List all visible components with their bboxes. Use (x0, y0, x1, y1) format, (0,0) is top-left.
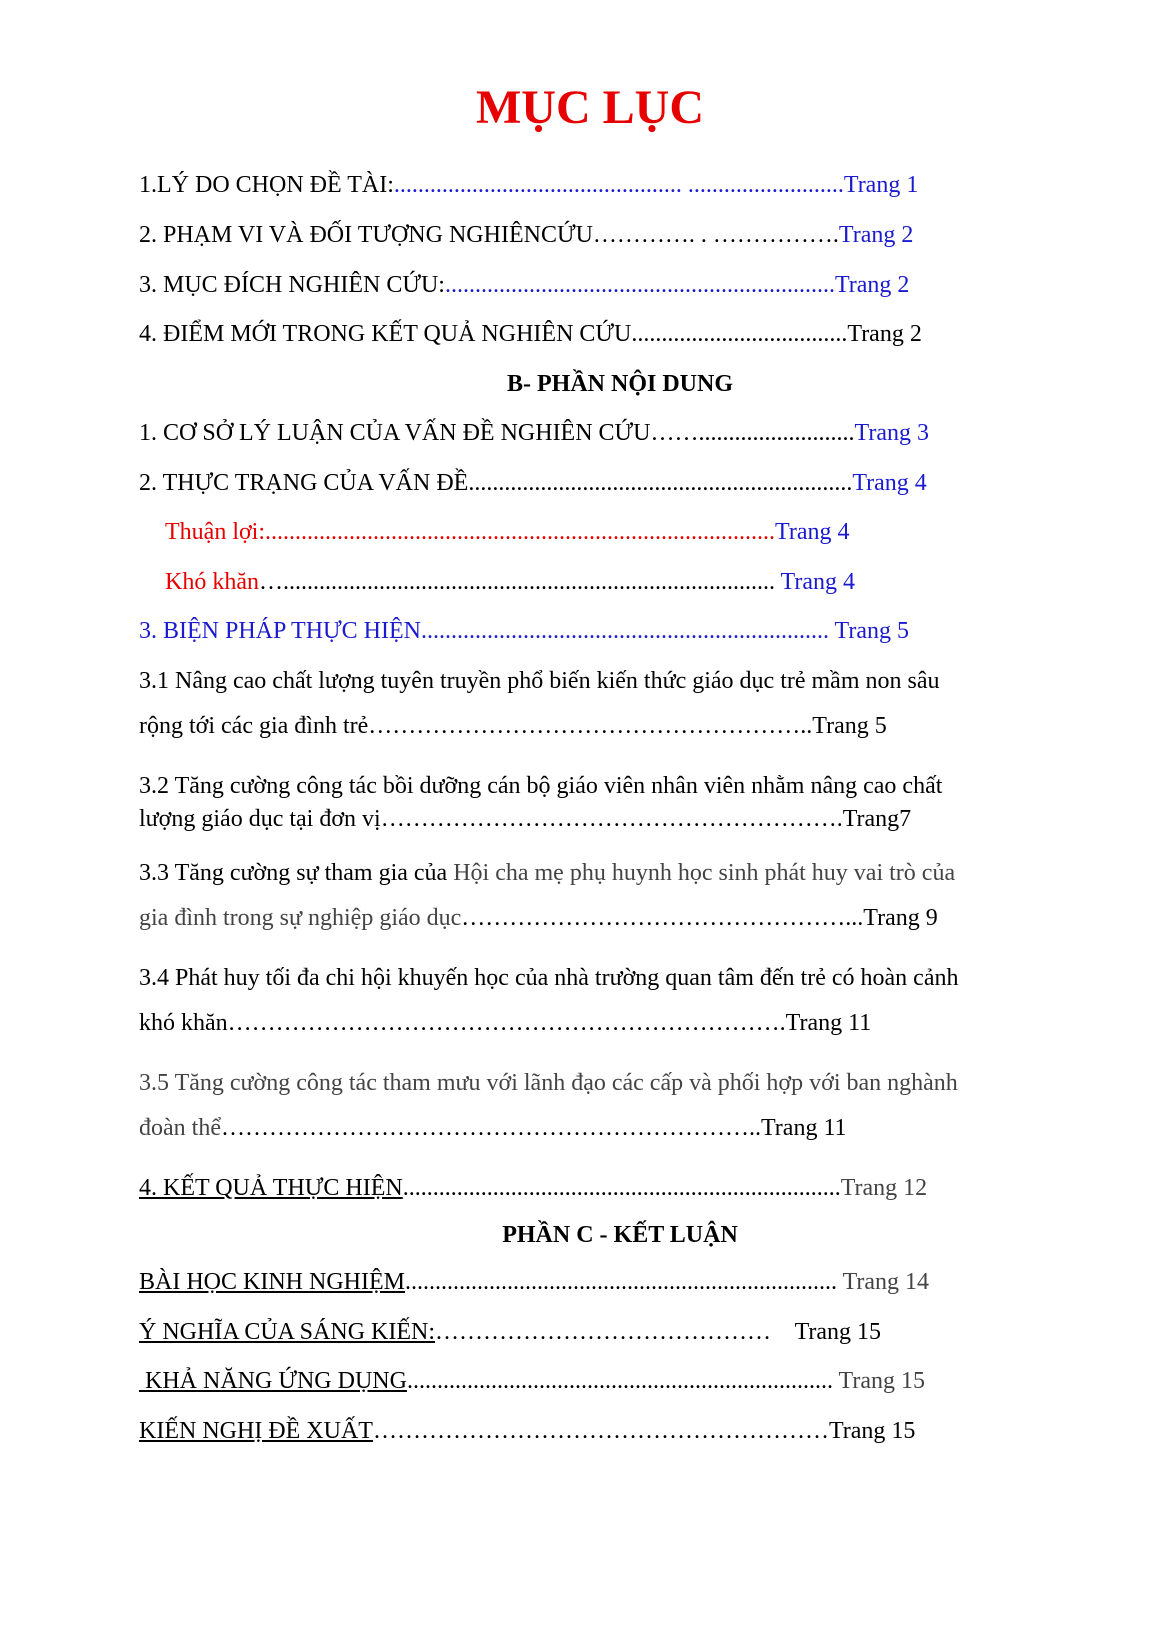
toc-entry-label: khó khăn (139, 1010, 228, 1036)
toc-entry-line[interactable] (139, 901, 938, 935)
toc-entry-line[interactable] (139, 709, 887, 743)
toc-entry-label: 3.1 Nâng cao chất lượng tuyên truyền phổ biến kiến thức giáo dục trẻ mầm non sâu (139, 668, 940, 694)
toc-leader: ................................................................. (444, 272, 835, 298)
toc-entry-label: Khó khăn (165, 569, 259, 595)
toc-entry-label: 3.5 Tăng cường công tác tham mưu với lãnh đạo các cấp và phối hợp với ban nghành (139, 1070, 958, 1096)
toc-entry[interactable] (139, 466, 927, 500)
toc-page: Trang 11 (785, 1010, 872, 1036)
toc-entry-label: KIẾN NGHỊ ĐỀ XUẤT (139, 1418, 373, 1444)
toc-entry-label: 1.LÝ DO CHỌN ĐỀ TÀI: (139, 172, 394, 198)
toc-leader: ……………………………………………….. (368, 713, 813, 739)
toc-entry-label: BÀI HỌC KINH NGHIỆM (139, 1269, 405, 1295)
toc-entry[interactable] (139, 268, 909, 302)
toc-leader: ………………………………………………… (372, 1418, 829, 1444)
toc-page: Trang 5 (812, 713, 887, 739)
toc-entry-label: 2. PHẠM VI VÀ ĐỐI TƯỢNG NGHIÊNCỨU (139, 222, 593, 248)
toc-entry[interactable] (139, 168, 918, 202)
toc-page: Trang 3 (854, 420, 929, 446)
toc-page: Trang 1 (843, 172, 919, 198)
toc-entry-line[interactable] (139, 769, 942, 803)
toc-leader: ……………………………………………………………. (227, 1010, 786, 1036)
toc-page: Trang 2 (838, 222, 914, 248)
toc-leader: …………………………………………... (461, 905, 864, 931)
toc-entry[interactable] (139, 614, 909, 648)
toc-entry[interactable] (139, 1265, 929, 1299)
toc-entry-line[interactable] (139, 1066, 958, 1100)
toc-entry-label: Thuận lợi: (165, 519, 266, 545)
toc-page: Trang 4 (774, 569, 856, 595)
toc-entry[interactable] (139, 1315, 881, 1349)
toc-page: Trang 11 (760, 1115, 847, 1141)
toc-leader: ….................................................................................. (258, 569, 775, 595)
toc-entry-line[interactable] (139, 856, 955, 890)
toc-subentry[interactable] (165, 565, 855, 599)
toc-entry-line[interactable] (139, 802, 911, 836)
toc-leader: ......................................................................... (402, 1175, 841, 1201)
toc-entry-label: 4. ĐIỂM MỚI TRONG KẾT QUẢ NGHIÊN CỨU (139, 321, 632, 347)
toc-entry-line[interactable] (139, 961, 958, 995)
toc-entry-line[interactable] (139, 1006, 871, 1040)
toc-entry-label: 3.2 Tăng cường công tác bồi dưỡng cán bộ giáo viên nhân viên nhằm nâng cao chất (139, 773, 943, 799)
toc-entry-label: 3. MỤC ĐÍCH NGHIÊN CỨU: (139, 272, 445, 298)
toc-page: Trang 2 (847, 321, 922, 347)
page-title: MỤC LỤC (476, 81, 704, 134)
toc-page: Trang 15 (838, 1368, 925, 1394)
toc-entry[interactable] (139, 218, 913, 252)
toc-entry-label: 2. THỰC TRẠNG CỦA VẤN ĐỀ (139, 470, 469, 496)
toc-page: Trang7 (842, 806, 912, 832)
toc-leader: …………………………………… (435, 1319, 778, 1345)
toc-page: Trang 14 (842, 1269, 930, 1295)
toc-entry-label: 3. BIỆN PHÁP THỰC HIỆN (139, 618, 421, 644)
section-heading-b: B- PHẦN NỘI DUNG (507, 371, 733, 397)
toc-entry-label: KHẢ NĂNG ỨNG DỤNG (139, 1368, 407, 1394)
toc-entry-label: đoàn thể (139, 1115, 221, 1141)
toc-leader: …………. . ……………. (592, 222, 839, 248)
toc-entry-label: Hội cha mẹ phụ huynh học sinh phát huy vai trò của (453, 860, 956, 886)
toc-entry-label: 4. KẾT QUẢ THỰC HIỆN (139, 1175, 403, 1201)
toc-entry-label: 1. CƠ SỞ LÝ LUẬN CỦA VẤN ĐỀ NGHIÊN CỨU (139, 420, 651, 446)
toc-entry[interactable] (139, 416, 929, 450)
toc-page: Trang 5 (828, 618, 909, 644)
toc-entry-line[interactable] (139, 664, 940, 698)
toc-leader: ................................................................ (468, 470, 853, 496)
section-heading-c: PHẦN C - KẾT LUẬN (502, 1222, 738, 1248)
toc-entry-label: lượng giáo dục tại đơn vị (139, 806, 381, 832)
toc-entry-label: 3.3 Tăng cường sự tham gia của (139, 860, 454, 886)
toc-entry[interactable] (139, 1414, 915, 1448)
toc-page: Trang 4 (775, 519, 850, 545)
toc-leader: ....................................................................... (406, 1368, 839, 1394)
toc-entry-label: rộng tới các gia đình trẻ (139, 713, 369, 739)
toc-entry[interactable] (139, 317, 922, 351)
toc-leader: ………………………………………………………….. (220, 1115, 761, 1141)
toc-page: Trang 12 (840, 1175, 928, 1201)
toc-entry-label: Ý NGHĨA CỦA SÁNG KIẾN: (139, 1319, 436, 1345)
toc-leader: ..................................................................................... (265, 519, 776, 545)
toc-leader: .................................................................... (420, 618, 829, 644)
toc-page: Trang 15 (828, 1418, 916, 1444)
toc-entry-label: gia đình trong sự nghiệp giáo dục (139, 905, 462, 931)
toc-leader: …………………………………………………. (380, 806, 843, 832)
toc-entry-line[interactable] (139, 1111, 847, 1145)
toc-leader: …….......................... (650, 420, 855, 446)
toc-subentry[interactable] (165, 515, 849, 549)
toc-page: Trang 4 (852, 470, 927, 496)
toc-entry[interactable] (139, 1171, 927, 1205)
toc-entry[interactable] (139, 1364, 925, 1398)
toc-entry-label: 3.4 Phát huy tối đa chi hội khuyến học của nhà trường quan tâm đến trẻ có hoàn cảnh (139, 965, 959, 991)
toc-leader: ........................................................................ (404, 1269, 843, 1295)
toc-leader: .................................... (631, 321, 848, 347)
toc-page: Trang 2 (834, 272, 910, 298)
toc-leader: ................................................ .......................... (393, 172, 844, 198)
toc-page: Trang 15 (777, 1319, 882, 1345)
toc-page: Trang 9 (863, 905, 938, 931)
